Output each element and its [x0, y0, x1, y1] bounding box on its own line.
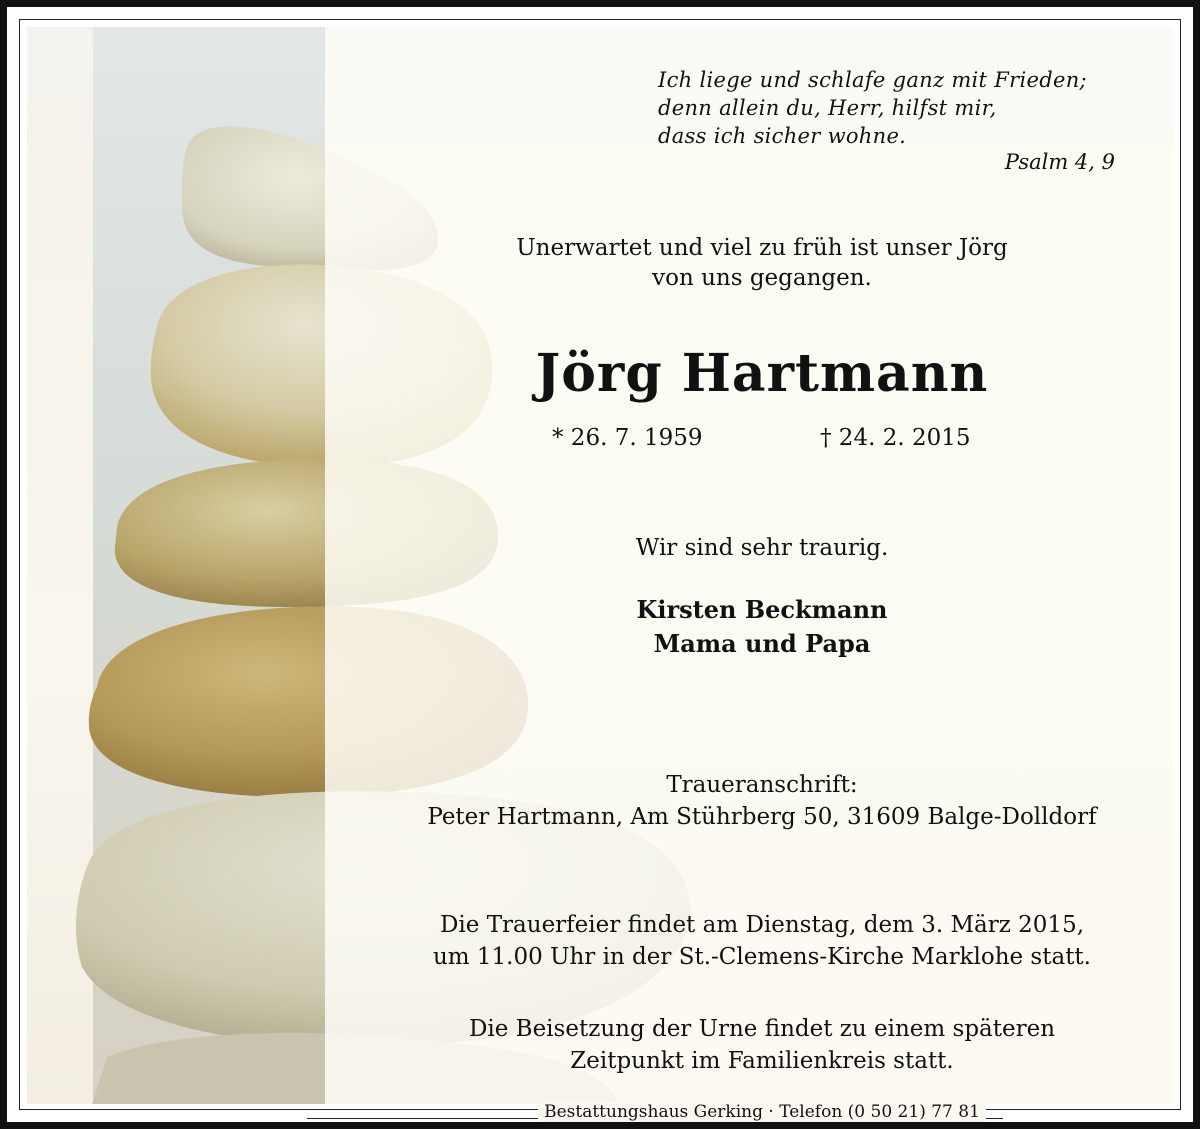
burial-line: Die Beisetzung der Urne findet zu einem späteren [468, 1016, 1056, 1042]
funeral-home-contact: Bestattungshaus Gerking · Telefon (0 50 21) 77 81 [538, 1102, 986, 1122]
mourning-address [337, 769, 1187, 833]
family-line: Mama und Papa [653, 629, 871, 658]
intro-text [337, 233, 1187, 293]
intro-line: von uns gegangen. [652, 265, 872, 291]
burial-info [337, 1013, 1187, 1077]
mourning-line: Wir sind sehr traurig. [635, 535, 889, 561]
burial-line: Zeitpunkt im Familienkreis statt. [570, 1048, 954, 1074]
funeral-home-footer [337, 1102, 1187, 1122]
address-value: Peter Hartmann, Am Stührberg 50, 31609 Balge-Dolldorf [427, 804, 1097, 830]
birth-date: * 26. 7. 1959 [552, 425, 703, 451]
service-line: Die Trauerfeier findet am Dienstag, dem 3. März 2015, [439, 912, 1085, 938]
deceased-name: Jörg Hartmann [535, 343, 989, 404]
psalm-reference: Psalm 4, 9 [1004, 150, 1115, 174]
address-label: Traueranschrift: [666, 772, 858, 798]
psalm-line: dass ich sicher wohne. [658, 124, 907, 148]
family-signature [337, 593, 1187, 661]
intro-line: Unerwartet und viel zu früh ist unser Jörg [516, 235, 1008, 261]
death-date: † 24. 2. 2015 [820, 425, 971, 451]
service-line: um 11.00 Uhr in der St.-Clemens-Kirche Marklohe statt. [432, 944, 1091, 970]
psalm-line: Ich liege und schlafe ganz mit Frieden; [658, 68, 1087, 92]
psalm-quote [658, 66, 1087, 150]
funeral-service-info [337, 909, 1187, 973]
family-line: Kirsten Beckmann [636, 595, 888, 624]
psalm-line: denn allein du, Herr, hilfst mir, [658, 96, 997, 120]
